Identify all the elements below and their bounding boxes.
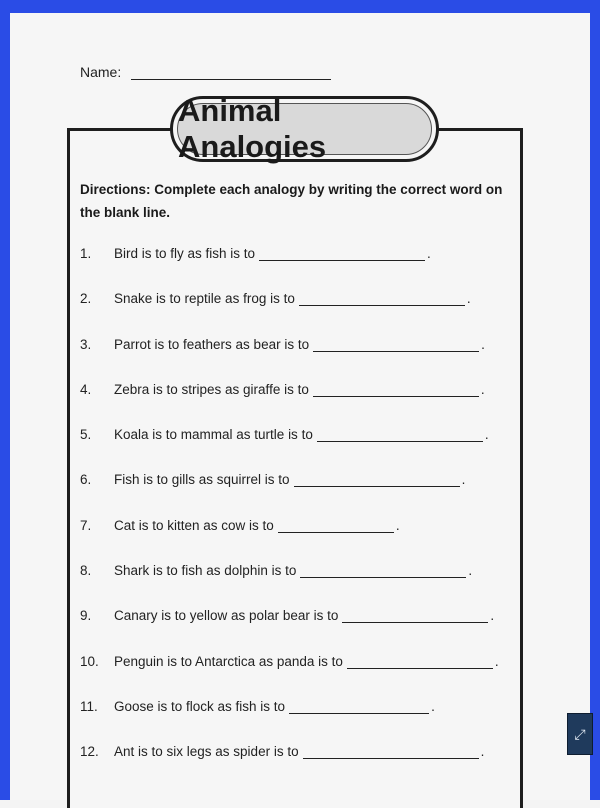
answer-blank[interactable] — [347, 654, 493, 669]
analogy-item — [80, 291, 520, 336]
name-blank-line — [131, 65, 331, 80]
analogy-text: Snake is to reptile as frog is to — [114, 291, 295, 307]
analogy-number: 1. — [80, 246, 92, 261]
analogy-end-period: . — [494, 653, 499, 669]
analogy-item — [80, 518, 520, 563]
answer-blank[interactable] — [259, 246, 425, 261]
analogy-item — [80, 699, 520, 744]
name-row — [80, 64, 331, 80]
analogy-item — [80, 382, 520, 427]
title-banner — [170, 93, 439, 164]
name-label: Name: — [80, 64, 122, 80]
analogy-item — [80, 472, 520, 517]
analogy-item — [80, 563, 520, 608]
analogy-list — [80, 246, 520, 790]
analogy-text: Parrot is to feathers as bear is to — [114, 336, 310, 352]
analogy-end-period: . — [480, 744, 485, 760]
analogy-number: 3. — [80, 336, 92, 352]
answer-blank[interactable] — [300, 563, 466, 578]
analogy-text: Shark is to fish as dolphin is to — [114, 563, 297, 579]
analogy-end-period: . — [484, 427, 489, 443]
answer-blank[interactable] — [313, 337, 479, 352]
answer-blank[interactable] — [289, 699, 429, 714]
analogy-text: Cat is to kitten as cow is to — [114, 517, 274, 533]
analogy-number: 9. — [80, 608, 92, 624]
expand-button[interactable] — [567, 713, 593, 755]
answer-blank[interactable] — [278, 518, 394, 533]
analogy-text: Zebra is to stripes as giraffe is to — [114, 381, 309, 397]
analogy-text: Ant is to six legs as spider is to — [114, 744, 299, 760]
analogy-end-period: . — [395, 517, 400, 533]
analogy-text: Bird is to fly as fish is to — [114, 246, 256, 261]
analogy-item — [80, 608, 520, 653]
expand-arrows-icon: ⤢ — [574, 725, 586, 742]
analogy-end-period: . — [480, 381, 485, 397]
directions-text: Directions: Complete each analogy by writing the correct word on the blank line. — [80, 182, 503, 220]
analogy-end-period: . — [431, 698, 435, 714]
answer-blank[interactable] — [313, 382, 479, 397]
analogy-number: 4. — [80, 381, 92, 397]
answer-blank[interactable] — [303, 744, 479, 759]
answer-blank[interactable] — [317, 427, 483, 442]
analogy-text: Goose is to flock as fish is to — [114, 698, 286, 714]
analogy-number: 8. — [80, 563, 92, 579]
analogy-item — [80, 427, 520, 472]
answer-blank[interactable] — [294, 472, 460, 487]
analogy-item — [80, 246, 520, 291]
analogy-end-period: . — [481, 336, 485, 352]
analogy-number: 12. — [80, 744, 99, 760]
analogy-text: Penguin is to Antarctica as panda is to — [114, 653, 343, 669]
analogy-item — [80, 337, 520, 382]
analogy-number: 11. — [80, 698, 98, 714]
analogy-number: 2. — [80, 291, 92, 307]
analogy-end-period: . — [466, 291, 471, 307]
answer-blank[interactable] — [342, 608, 488, 623]
analogy-number: 6. — [80, 472, 92, 488]
analogy-number: 10. — [80, 653, 99, 669]
analogy-item — [80, 744, 520, 789]
analogy-end-period: . — [427, 246, 431, 261]
analogy-end-period: . — [461, 472, 466, 488]
analogy-text: Koala is to mammal as turtle is to — [114, 427, 313, 443]
page-title: Animal Analogies — [177, 103, 432, 155]
analogy-number: 7. — [80, 517, 92, 533]
analogy-item — [80, 654, 520, 699]
analogy-text: Fish is to gills as squirrel is to — [114, 472, 290, 488]
analogy-text: Canary is to yellow as polar bear is to — [114, 608, 339, 624]
answer-blank[interactable] — [299, 291, 465, 306]
analogy-end-period: . — [490, 608, 495, 624]
analogy-number: 5. — [80, 427, 92, 443]
analogy-end-period: . — [468, 563, 473, 579]
